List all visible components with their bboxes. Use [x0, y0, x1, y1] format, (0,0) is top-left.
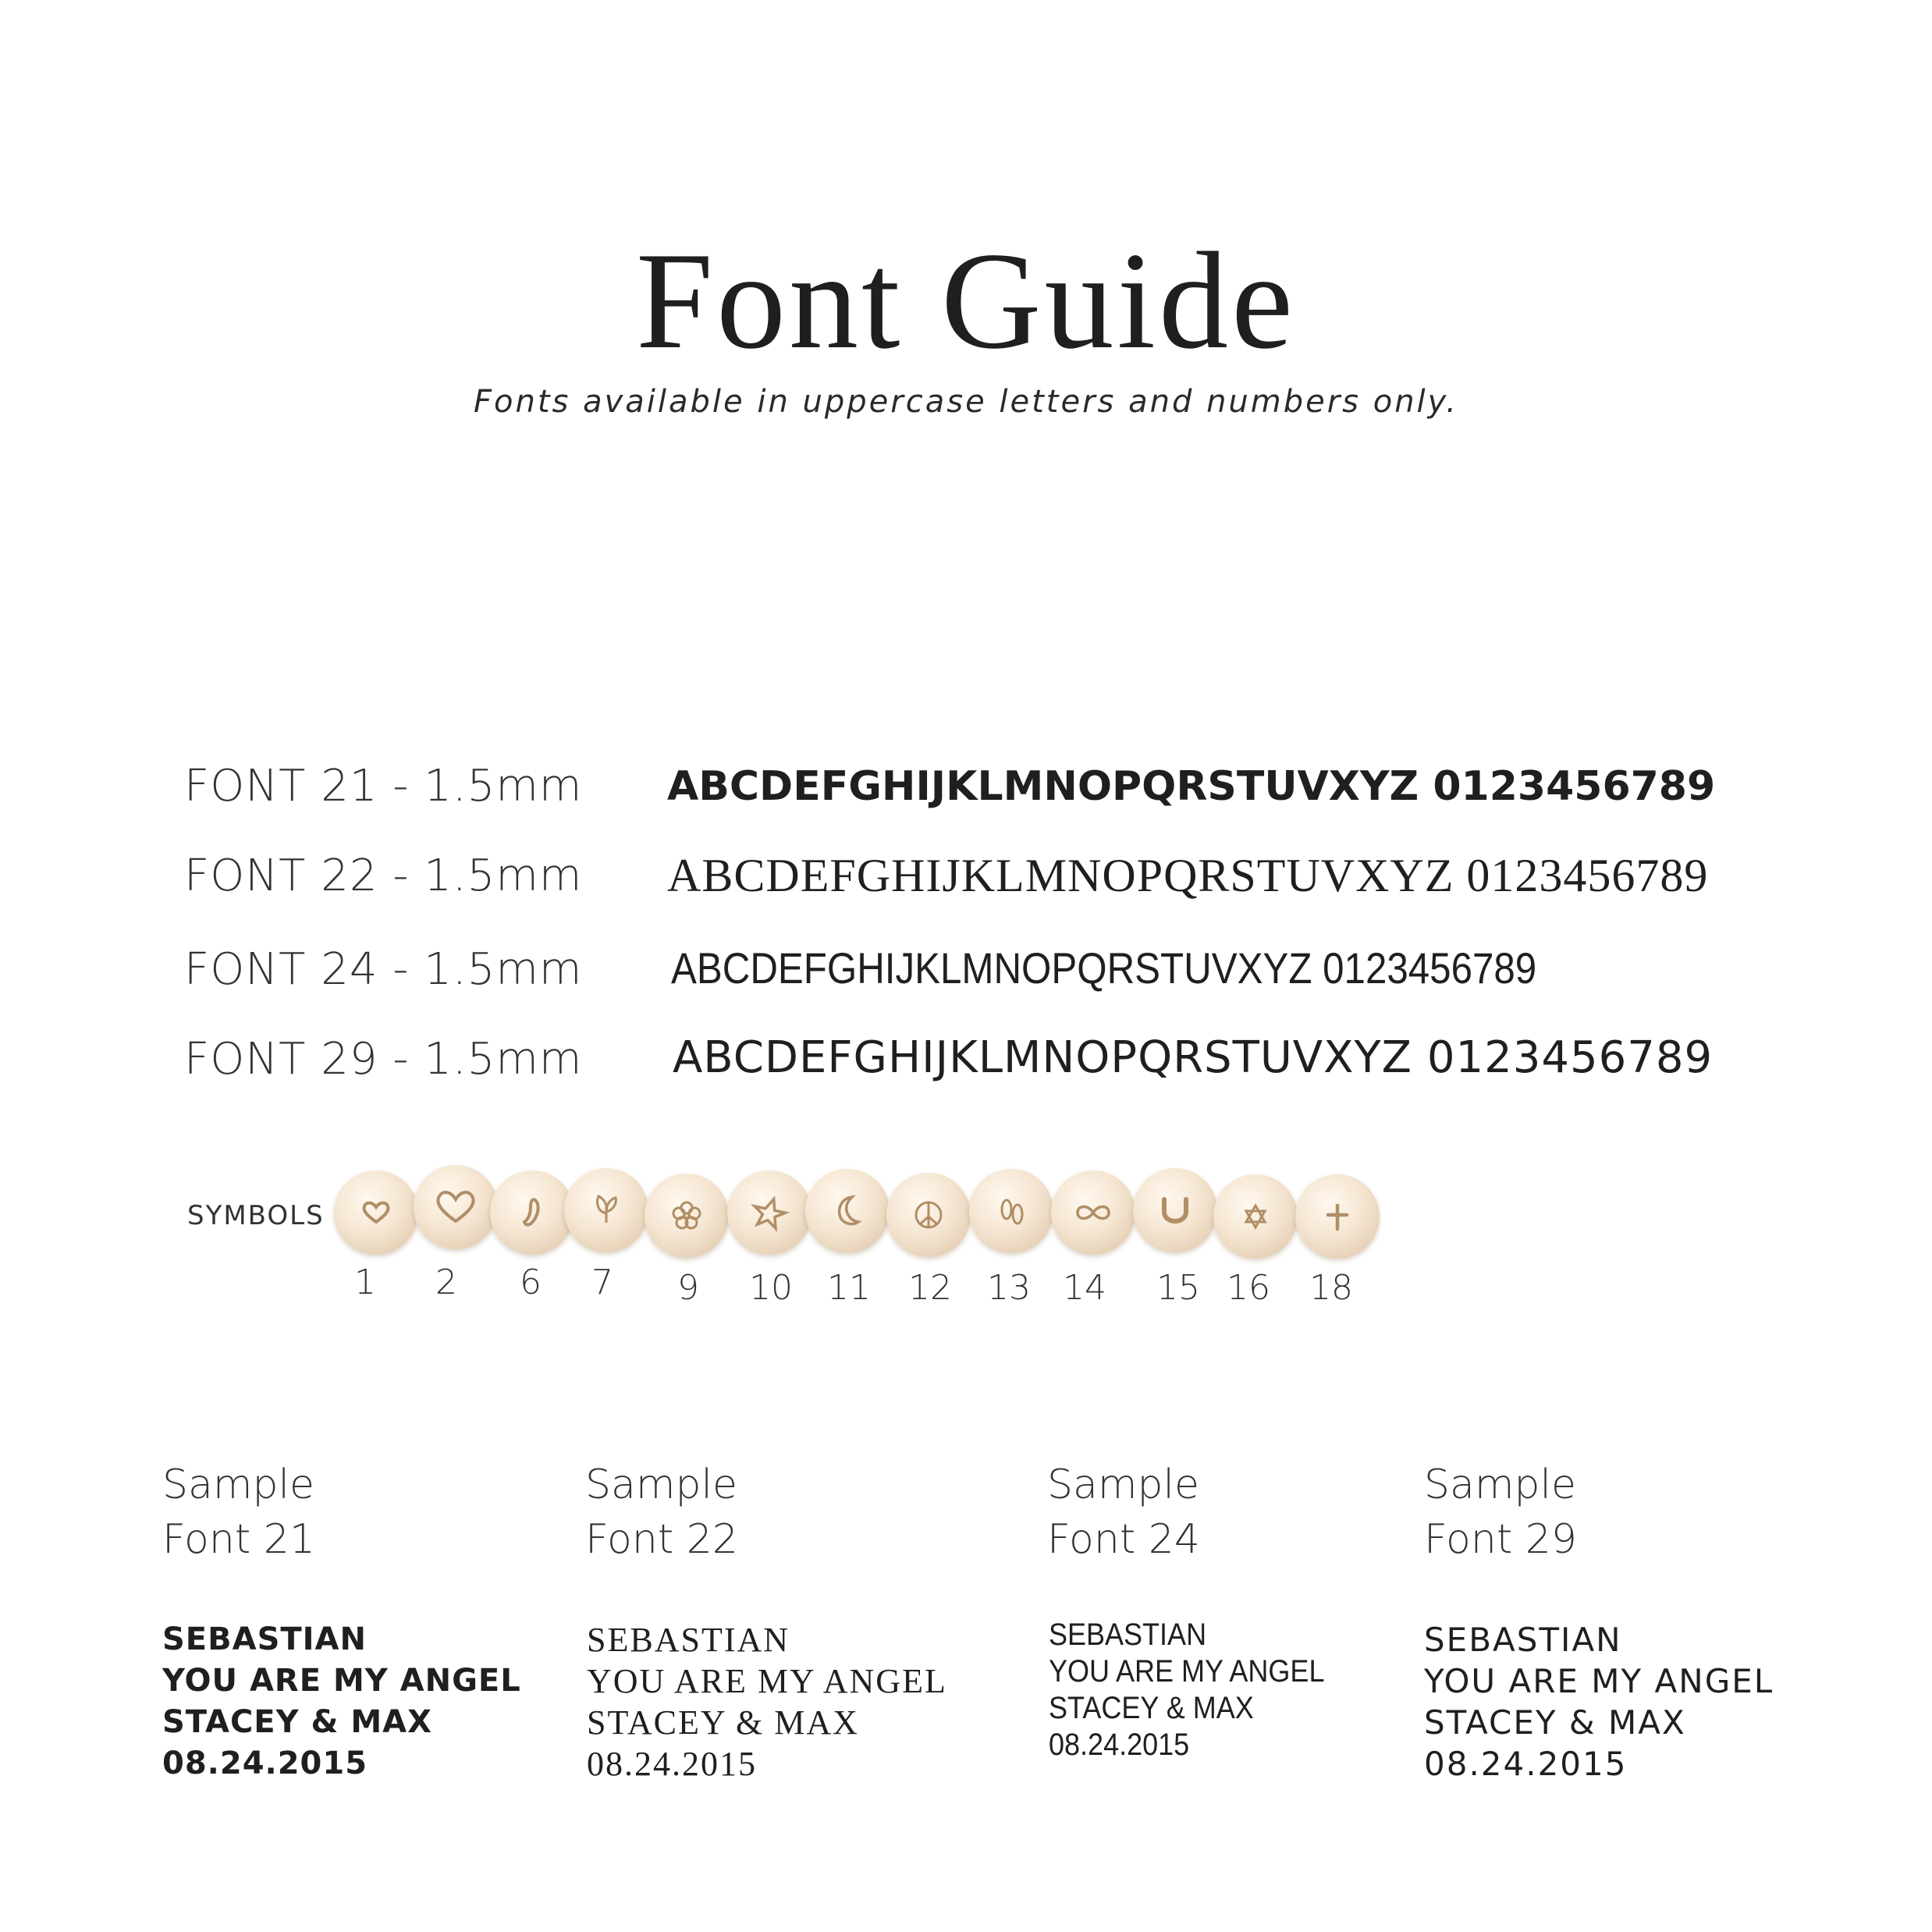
baby-feet-icon — [969, 1169, 1053, 1253]
flower-icon — [645, 1174, 729, 1258]
footprint-icon — [490, 1170, 574, 1255]
infinity-icon — [1051, 1170, 1135, 1255]
page-title: Font Guide — [636, 223, 1296, 378]
symbol-number: 14 — [1063, 1268, 1106, 1308]
small-heart-icon — [334, 1170, 418, 1255]
star-of-david-icon — [1213, 1174, 1298, 1259]
symbol-number: 18 — [1309, 1268, 1353, 1308]
font-29-sample: ABCDEFGHIJKLMNOPQRSTUVXYZ 0123456789 — [673, 1032, 1714, 1083]
symbol-number: 9 — [677, 1268, 699, 1308]
sample-heading-font-22: Sample Font 22 — [585, 1461, 738, 1563]
cross-icon — [1295, 1174, 1380, 1259]
symbol-number: 11 — [827, 1268, 871, 1308]
horseshoe-icon — [1133, 1168, 1217, 1252]
star-icon — [727, 1170, 812, 1255]
sample-text-font-29: SEBASTIAN YOU ARE MY ANGEL STACEY & MAX 08.24.2015 — [1424, 1621, 1774, 1783]
symbol-number: 6 — [520, 1263, 542, 1302]
symbol-number: 10 — [749, 1268, 793, 1308]
sample-text-font-22: SEBASTIAN YOU ARE MY ANGEL STACEY & MAX 08.24.2015 — [587, 1621, 947, 1783]
sample-heading-font-21: Sample Font 21 — [162, 1461, 315, 1563]
symbol-number: 1 — [354, 1263, 376, 1302]
symbol-number: 12 — [908, 1268, 952, 1308]
font-21-sample: ABCDEFGHIJKLMNOPQRSTUVXYZ 0123456789 — [667, 763, 1716, 810]
outline-heart-icon — [414, 1165, 498, 1249]
sample-text-font-24: SEBASTIAN YOU ARE MY ANGEL STACEY & MAX 08.24.2015 — [1049, 1618, 1325, 1762]
sample-heading-font-24: Sample Font 24 — [1047, 1461, 1200, 1563]
font-21-label: FONT 21 - 1.5mm — [184, 761, 583, 812]
sample-heading-font-29: Sample Font 29 — [1424, 1461, 1577, 1563]
symbol-number: 7 — [591, 1263, 613, 1302]
peace-sign-icon — [886, 1173, 971, 1257]
font-29-label: FONT 29 - 1.5mm — [184, 1034, 583, 1085]
symbol-number: 2 — [435, 1263, 457, 1302]
sample-text-font-21: SEBASTIAN YOU ARE MY ANGEL STACEY & MAX 08.24.2015 — [162, 1621, 521, 1781]
leaves-icon — [564, 1168, 648, 1252]
symbol-number: 13 — [987, 1268, 1031, 1308]
symbol-number: 15 — [1156, 1268, 1200, 1308]
crescent-moon-icon — [805, 1169, 890, 1253]
page-subtitle: Fonts available in uppercase letters and numbers only. — [474, 384, 1458, 420]
font-24-sample: ABCDEFGHIJKLMNOPQRSTUVXYZ 0123456789 — [671, 943, 1537, 993]
symbols-label: SYMBOLS — [187, 1200, 325, 1231]
font-22-sample: ABCDEFGHIJKLMNOPQRSTUVXYZ 0123456789 — [667, 850, 1709, 901]
symbol-number: 16 — [1227, 1268, 1270, 1308]
font-24-label: FONT 24 - 1.5mm — [184, 944, 583, 995]
font-22-label: FONT 22 - 1.5mm — [184, 851, 583, 901]
